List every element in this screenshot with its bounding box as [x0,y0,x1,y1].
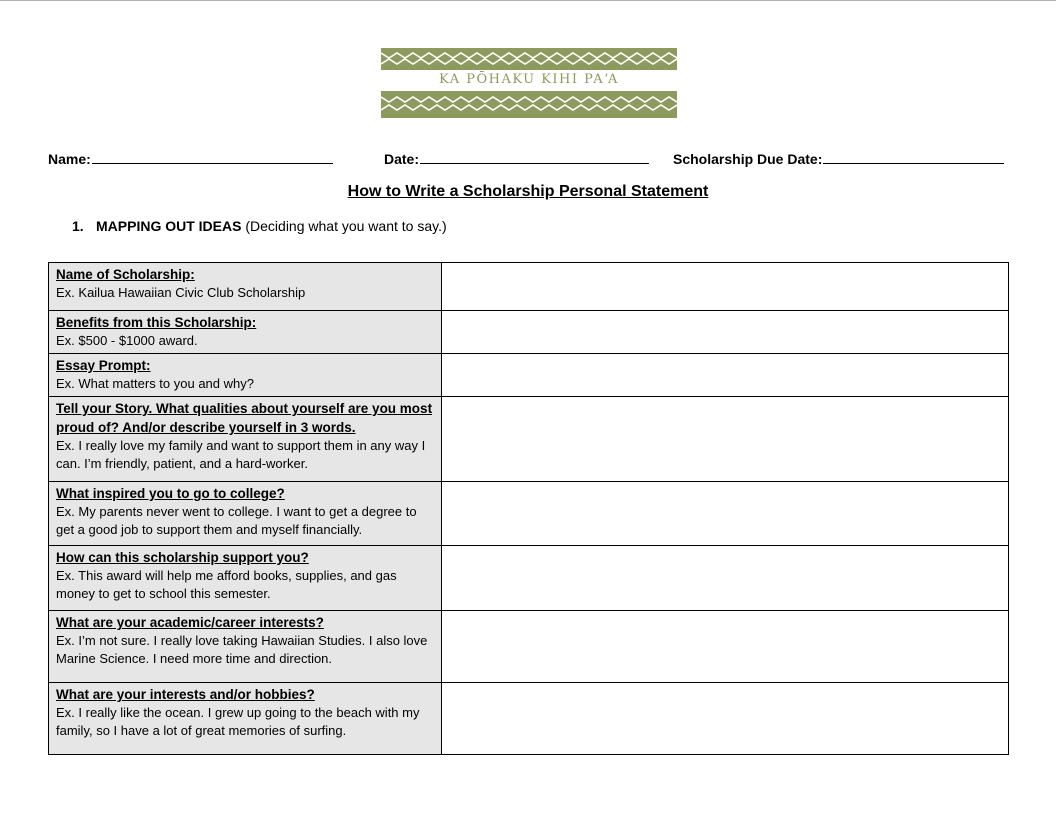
logo-top-band [381,48,677,70]
name-label: Name: [48,151,91,167]
example-text: Ex. I really love my family and want to support them in any way I can. I’m friendly, patient, and a hard-worker. [56,438,426,471]
answer-cell[interactable] [442,397,1009,482]
question-cell [49,683,442,755]
question-label: How can this scholarship support you? [56,550,309,565]
question-cell [49,354,442,397]
question-cell [49,311,442,354]
question-cell [49,611,442,683]
logo-bottom-band [381,91,677,118]
table-row [49,611,1009,683]
organization-logo [381,48,677,118]
table-row [49,354,1009,397]
question-label: Benefits from this Scholarship: [56,315,257,330]
section-subtitle: (Deciding what you want to say.) [245,218,447,234]
question-label: What are your interests and/or hobbies? [56,687,315,702]
question-cell [49,482,442,546]
example-text: Ex. This award will help me afford books, supplies, and gas money to get to school this semester. [56,568,397,601]
logo-text: KA PŌHAKU KIHI PAʻA [439,72,619,87]
page-title: How to Write a Scholarship Personal Statement [347,183,709,200]
due-date-label: Scholarship Due Date: [673,151,823,167]
example-text: Ex. Kailua Hawaiian Civic Club Scholarship [56,285,306,300]
question-cell [49,263,442,311]
name-field[interactable] [48,151,333,167]
section-title: MAPPING OUT IDEAS [96,218,242,234]
table-row [49,546,1009,611]
answer-cell[interactable] [442,354,1009,397]
date-input-line[interactable] [420,152,649,164]
table-row [49,397,1009,482]
answer-cell[interactable] [442,263,1009,311]
example-text: Ex. What matters to you and why? [56,376,254,391]
table-row [49,482,1009,546]
answer-cell[interactable] [442,611,1009,683]
question-cell [49,546,442,611]
answer-cell[interactable] [442,482,1009,546]
table-row [49,683,1009,755]
page-top-border [0,0,1056,1]
name-input-line[interactable] [92,152,333,164]
date-field[interactable] [384,151,649,167]
answer-cell[interactable] [442,546,1009,611]
due-date-field[interactable] [673,151,1004,167]
mapping-ideas-table [48,262,1009,755]
example-text: Ex. I’m not sure. I really love taking Hawaiian Studies. I also love Marine Science. I need more time and direction. [56,633,428,666]
table-row [49,311,1009,354]
answer-cell[interactable] [442,683,1009,755]
question-cell [49,397,442,482]
example-text: Ex. My parents never went to college. I want to get a degree to get a good job to support them and myself financially. [56,504,417,537]
question-label: Essay Prompt: [56,358,151,373]
question-label: Name of Scholarship: [56,267,195,282]
table-row [49,263,1009,311]
answer-cell[interactable] [442,311,1009,354]
question-label: What are your academic/career interests? [56,615,324,630]
question-label: What inspired you to go to college? [56,486,285,501]
question-label: Tell your Story. What qualities about yourself are you most proud of? And/or describe yourself in 3 words. [56,401,433,435]
section-number: 1. [72,218,84,234]
example-text: Ex. $500 - $1000 award. [56,333,198,348]
date-label: Date: [384,151,420,167]
section-heading [72,218,447,235]
due-date-input-line[interactable] [823,152,1004,164]
example-text: Ex. I really like the ocean. I grew up going to the beach with my family, so I have a lot of great memories of surfing. [56,705,420,738]
